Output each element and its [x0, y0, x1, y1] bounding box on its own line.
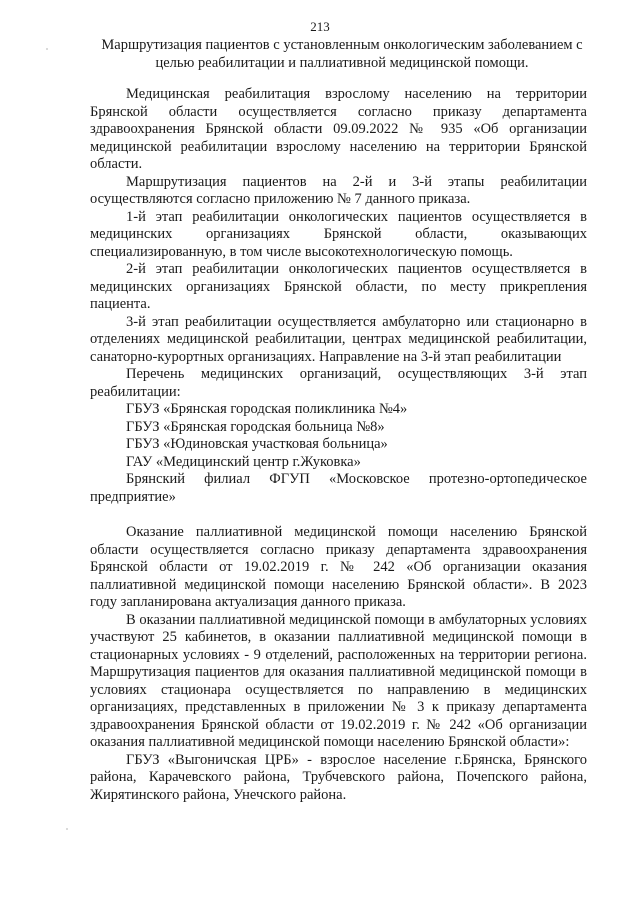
paragraph-stage-3: 3-й этап реабилитации осуществляется амбулаторно или стационарно в отделениях медицинской реабилитации, центрах медицинской реабилитации, санаторно-курортных организациях. Направление на 3-й этап реабилитации: [90, 313, 587, 365]
paragraph-stage-1: 1-й этап реабилитации онкологических пациентов осуществляется в медицинских организациях Брянской области, оказывающих специализированную, в том числе высокотехнологическую помощь.: [90, 208, 587, 260]
paragraph-palliative-capacity: В оказании паллиативной медицинской помощи в амбулаторных условиях участвуют 25 кабинетов, в оказании паллиативной медицинской помощи в стационарных условиях - 9 отделений, расположенных на территории региона. Маршрутизация пациентов для оказания паллиативной медицинской помощи в условиях стационара осуществляется по направлению в медицинских организациях, представленных в приложении № 3 к приказу департамента здравоохранения Брянской области от 19.02.2019 г. № 242 «Об организации оказания паллиативной медицинской помощи населению Брянской области»:: [90, 611, 587, 750]
organization-item: ГБУЗ «Юдиновская участковая больница»: [126, 436, 388, 452]
paragraph-organizations-intro: Перечень медицинских организаций, осуществляющих 3-й этап реабилитации:: [90, 366, 587, 400]
paragraph-routing-stages: Маршрутизация пациентов на 2-й и 3-й этапы реабилитации осуществляются согласно приложению № 7 данного приказа.: [90, 173, 587, 207]
page-number: 213: [310, 19, 330, 34]
paragraph-stage-2: 2-й этап реабилитации онкологических пациентов осуществляется в медицинских организациях Брянской области, по месту прикрепления пациента.: [90, 261, 587, 312]
paragraph-prosthetic-branch: Брянский филиал ФГУП «Московское протезно-ортопедическое предприятие»: [90, 471, 587, 505]
paragraph-palliative-order: Оказание паллиативной медицинской помощи населению Брянской области осуществляется согласно приказу департамента здравоохранения Брянской области от 19.02.2019 г. № 242 «Об организации оказания паллиативной медицинской помощи населению Брянской области». В 2023 году запланирована актуализация данного приказа.: [90, 524, 587, 610]
organization-item: ГБУЗ «Брянская городская поликлиника №4»: [126, 401, 408, 417]
paragraph-vygonichi-hospital: ГБУЗ «Выгоничская ЦРБ» - взрослое население г.Брянска, Брянского района, Карачевского района, Трубчевского района, Почепского района, Жирятинского района, Унечского района.: [90, 751, 587, 803]
document-title: Маршрутизация пациентов с установленным онкологическим заболеванием с целью реабилитации и паллиативной медицинской помощи.: [101, 37, 583, 71]
scan-speck: [66, 828, 68, 830]
paragraph-rehab-order: Медицинская реабилитация взрослому населению на территории Брянской области осуществляется согласно приказу департамента здравоохранения Брянской области 09.09.2022 № 935 «Об организации медицинской реабилитации взрослому населению на территории Брянской области.: [90, 86, 587, 172]
organization-item: ГАУ «Медицинский центр г.Жуковка»: [126, 453, 361, 470]
organization-item: ГБУЗ «Брянская городская больница №8»: [126, 418, 385, 435]
document-body: [90, 86, 587, 804]
scan-speck: [46, 48, 48, 50]
section-gap: [90, 506, 587, 524]
